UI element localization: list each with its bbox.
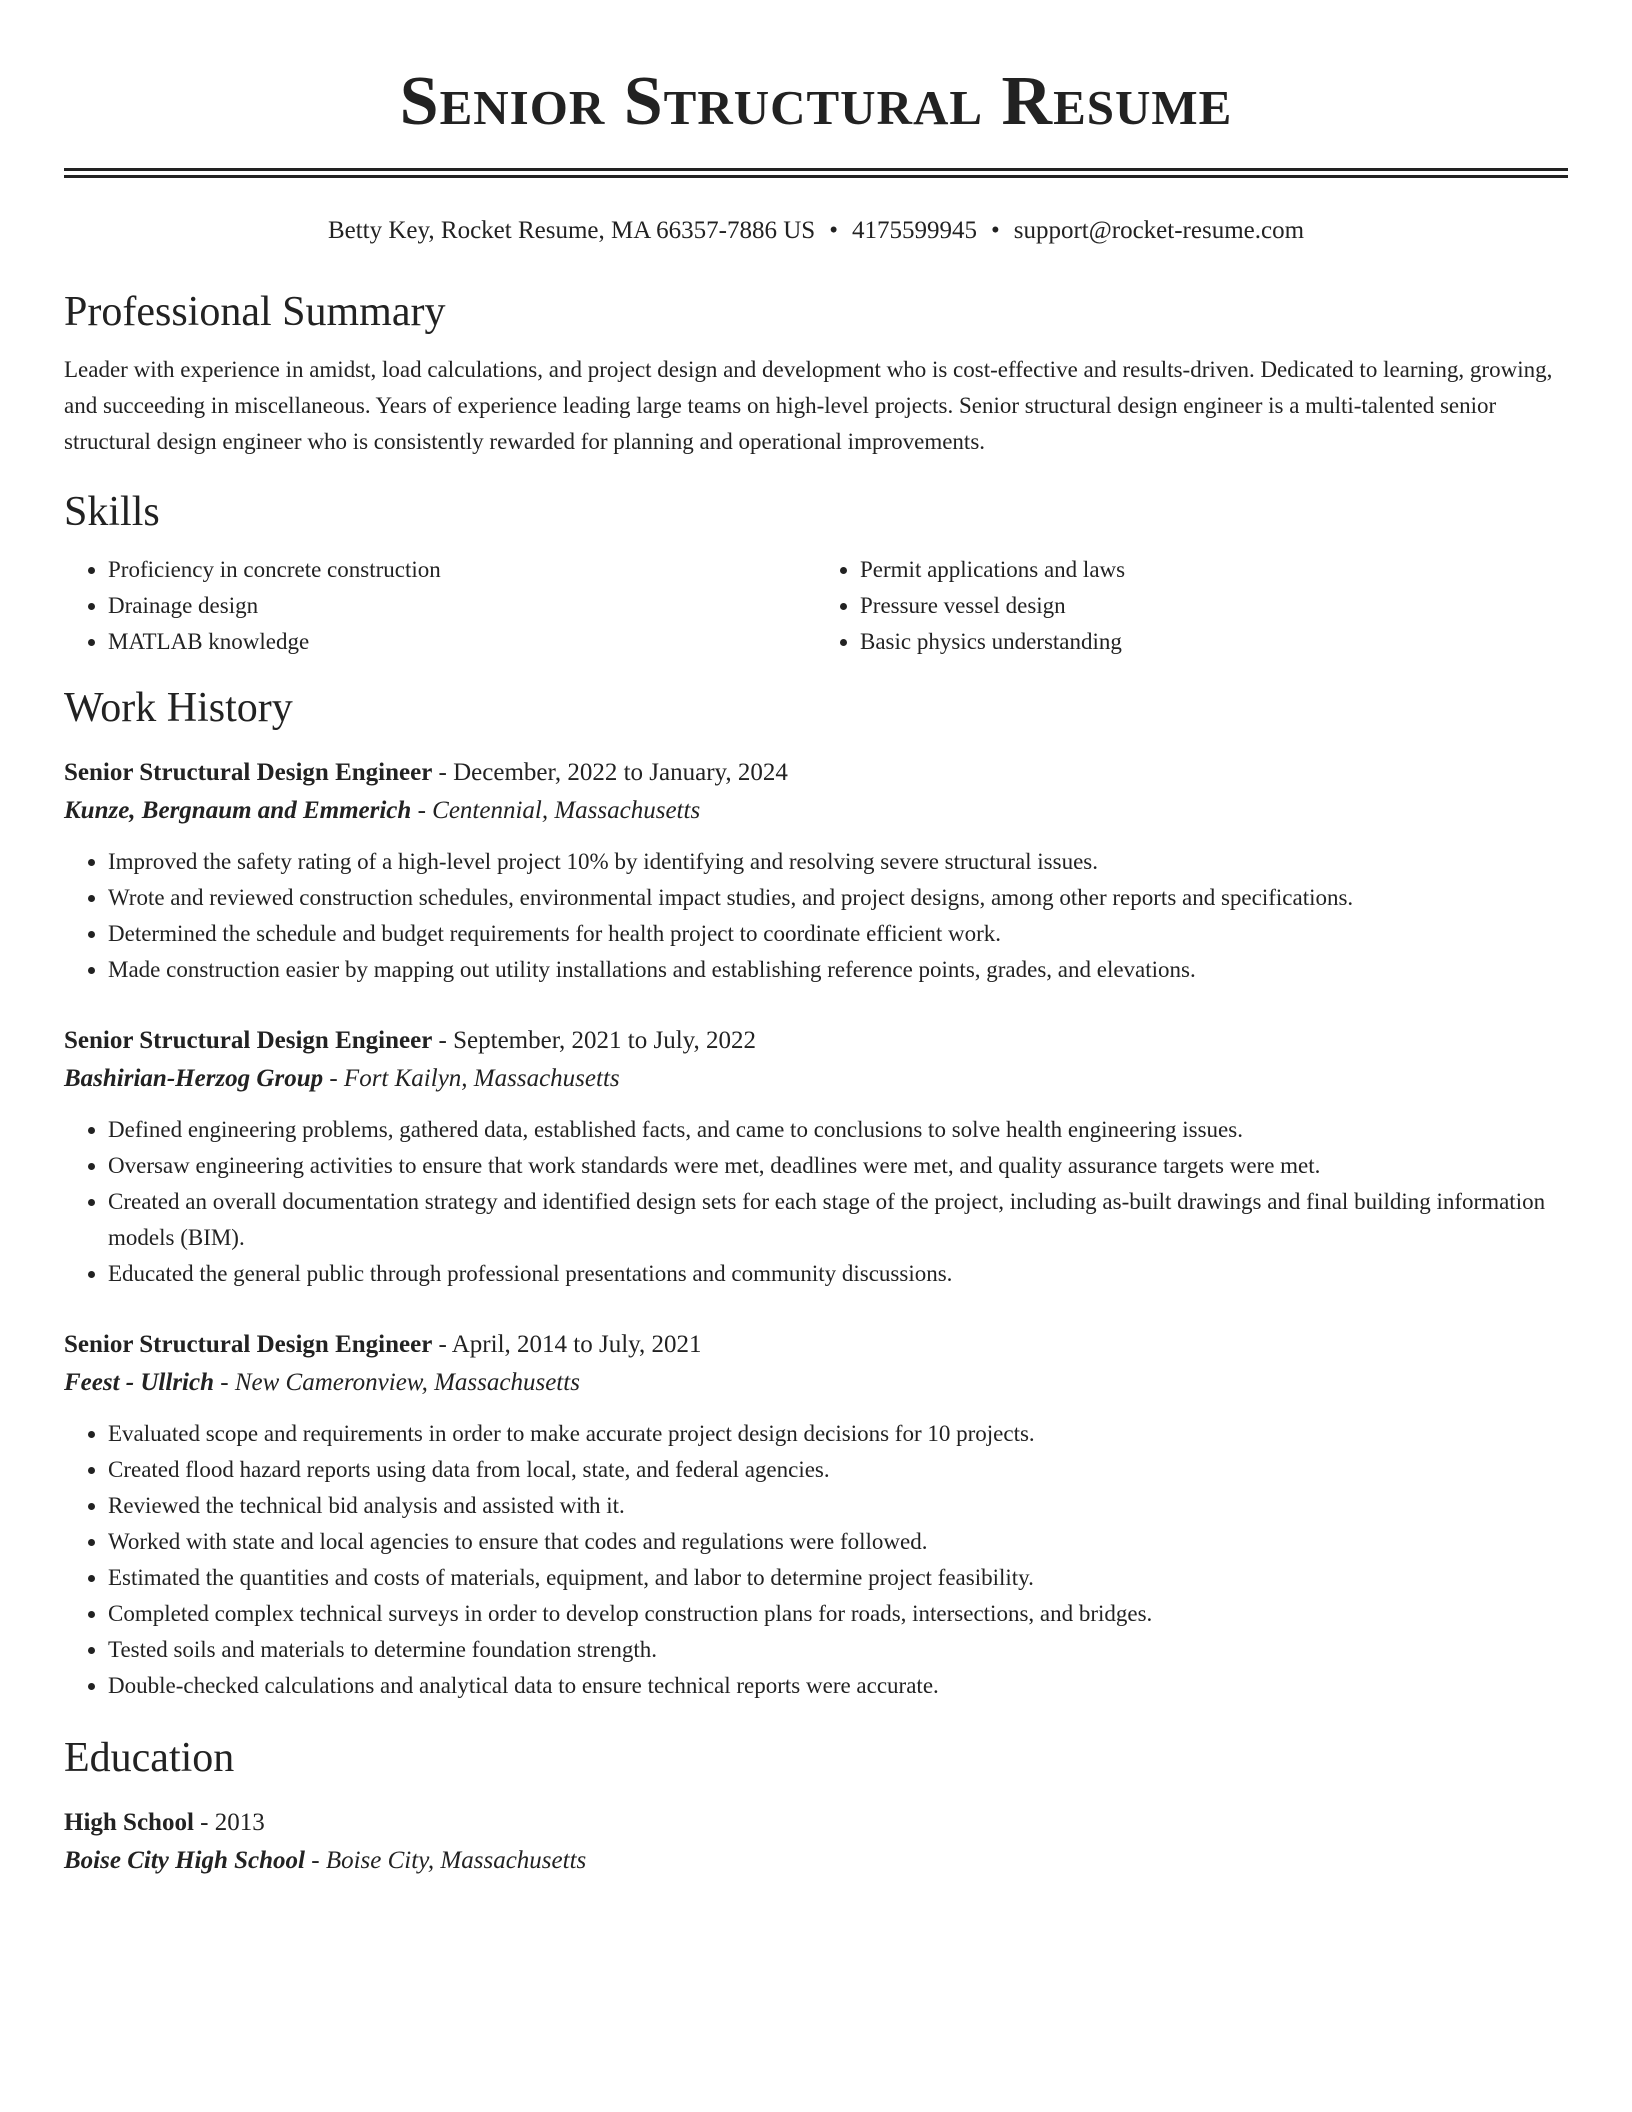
job-title-line: [64, 1022, 1568, 1060]
job-bullet: • Determined the schedule and budget requirements for health project to coordinate efficient work.: [108, 916, 1568, 952]
job-bullet: • Educated the general public through professional presentations and community discussions.: [108, 1256, 1568, 1292]
job-bullet: • Estimated the quantities and costs of materials, equipment, and labor to determine project feasibility.: [108, 1560, 1568, 1596]
job-company: Bashirian-Herzog Group: [64, 1065, 324, 1092]
job-title: Senior Structural Design Engineer: [64, 759, 433, 786]
skill-item: • Permit applications and laws: [860, 552, 1568, 588]
job-location: - New Cameronview, Massachusetts: [214, 1369, 580, 1396]
job-bullet: • Oversaw engineering activities to ensure that work standards were met, deadlines were met, and quality assurance targets were met.: [108, 1148, 1568, 1184]
job-dates: - April, 2014 to July, 2021: [432, 1331, 702, 1358]
skills-list-right: [816, 552, 1568, 660]
skill-item: • Proficiency in concrete construction: [108, 552, 816, 588]
job-title-line: [64, 754, 1568, 792]
summary-text: Leader with experience in amidst, load calculations, and project design and development who is cost-effective and results-driven. Dedicated to learning, growing, and succeeding in miscellaneous. Years of experience leading large teams on high-level projects. Senior structural design engineer is a multi-talented senior structural design engineer who is consistently rewarded for planning and operational improvements.: [64, 357, 1553, 454]
job-bullet: • Completed complex technical surveys in order to develop construction plans for roads, intersections, and bridges.: [108, 1596, 1568, 1632]
job-dates: - September, 2021 to July, 2022: [432, 1027, 757, 1054]
job-bullet: • Defined engineering problems, gathered data, established facts, and came to conclusions to solve health engineering issues.: [108, 1112, 1568, 1148]
education-entry: [64, 1804, 1568, 1880]
education-school-line: [64, 1842, 1568, 1880]
contact-line: [64, 214, 1568, 248]
skill-item: • Basic physics understanding: [860, 624, 1568, 660]
job-title: Senior Structural Design Engineer: [64, 1331, 433, 1358]
job-bullet: • Made construction easier by mapping out utility installations and establishing reference points, grades, and elevations.: [108, 952, 1568, 988]
contact-phone: 4175599945: [851, 217, 977, 244]
job-entry: [64, 1022, 1568, 1292]
skill-item: • Pressure vessel design: [860, 588, 1568, 624]
skill-item: • MATLAB knowledge: [108, 624, 816, 660]
job-bullet: • Created flood hazard reports using data from local, state, and federal agencies.: [108, 1452, 1568, 1488]
skill-item: • Drainage design: [108, 588, 816, 624]
job-bullet: • Reviewed the technical bid analysis and assisted with it.: [108, 1488, 1568, 1524]
job-bullet: • Wrote and reviewed construction schedules, environmental impact studies, and project designs, among other reports and specifications.: [108, 880, 1568, 916]
job-bullet: • Evaluated scope and requirements in order to make accurate project design decisions for 10 projects.: [108, 1416, 1568, 1452]
contact-email: support@rocket-resume.com: [1013, 217, 1305, 244]
education-location: - Boise City, Massachusetts: [305, 1847, 587, 1874]
contact-address: Betty Key, Rocket Resume, MA 66357-7886 US: [327, 217, 816, 244]
job-title: Senior Structural Design Engineer: [64, 1027, 433, 1054]
job-bullets: [64, 1416, 1568, 1704]
summary-heading: Professional Summary: [64, 289, 446, 335]
title-double-rule: [64, 168, 1568, 178]
work-history-heading: Work History: [64, 685, 293, 731]
job-bullet: • Worked with state and local agencies to ensure that codes and regulations were followed.: [108, 1524, 1568, 1560]
education-degree: High School: [64, 1809, 194, 1836]
job-company: Kunze, Bergnaum and Emmerich: [64, 797, 412, 824]
education-school: Boise City High School: [64, 1847, 306, 1874]
job-entry: [64, 1326, 1568, 1704]
education-heading: Education: [64, 1735, 235, 1781]
job-location: - Centennial, Massachusetts: [411, 797, 701, 824]
job-bullets: [64, 1112, 1568, 1292]
education-year: - 2013: [193, 1809, 265, 1836]
job-bullet: • Tested soils and materials to determine foundation strength.: [108, 1632, 1568, 1668]
job-title-line: [64, 1326, 1568, 1364]
job-company-line: [64, 1364, 1568, 1402]
job-location: - Fort Kailyn, Massachusetts: [323, 1065, 620, 1092]
education-degree-line: [64, 1804, 1568, 1842]
job-company: Feest - Ullrich: [64, 1369, 214, 1396]
job-bullet: • Improved the safety rating of a high-level project 10% by identifying and resolving severe structural issues.: [108, 844, 1568, 880]
job-dates: - December, 2022 to January, 2024: [432, 759, 788, 786]
job-company-line: [64, 792, 1568, 830]
skills-list-left: [64, 552, 816, 660]
job-bullet: • Created an overall documentation strategy and identified design sets for each stage of the project, including as-built drawings and final building information models (BIM).: [108, 1184, 1568, 1256]
job-bullets: [64, 844, 1568, 988]
resume-title: Senior Structural Resume: [399, 63, 1233, 140]
job-bullet: • Double-checked calculations and analytical data to ensure technical reports were accurate.: [108, 1668, 1568, 1704]
contact-separator: •: [990, 217, 1000, 244]
contact-separator: •: [829, 217, 838, 244]
skills-heading: Skills: [64, 489, 160, 535]
skills-columns: [64, 552, 1568, 660]
job-entry: [64, 754, 1568, 988]
job-company-line: [64, 1060, 1568, 1098]
